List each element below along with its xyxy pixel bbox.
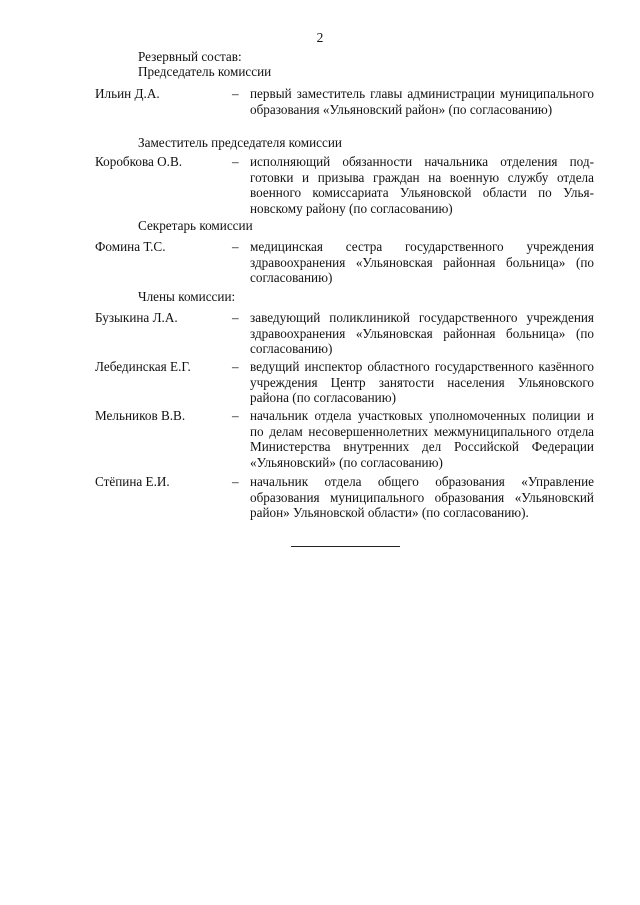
dash-separator: – — [232, 474, 239, 489]
person-name: Фомина Т.С. — [95, 239, 166, 254]
vice-chairman-heading: Заместитель председателя комиссии — [138, 135, 342, 150]
end-divider — [291, 546, 400, 547]
secretary-heading: Секретарь комиссии — [138, 218, 253, 233]
dash-separator: – — [232, 154, 239, 169]
page-number: 2 — [316, 30, 324, 45]
person-name: Стёпина Е.И. — [95, 474, 170, 489]
person-role: заведующий поликлиникой государственного учреждения здравоохранения «Ульяновская районная больница» (по согласованию) — [250, 310, 594, 357]
person-name: Бузыкина Л.А. — [95, 310, 178, 325]
person-name: Коробкова О.В. — [95, 154, 183, 169]
dash-separator: – — [232, 408, 239, 423]
person-name: Ильин Д.А. — [95, 86, 160, 101]
chairman-heading: Председатель комиссии — [138, 64, 272, 79]
members-heading: Члены комиссии: — [138, 289, 236, 304]
person-role: ведущий инспектор областного государственного казённого учреждения Центр занятости населения Ульяновского района (по согласованию) — [250, 359, 594, 406]
dash-separator: – — [232, 239, 239, 254]
person-role: исполняющий обязанности начальника отделения подготовки и призыва граждан на военную службу отдела военного комиссариата Ульяновской области по Ульяновскому району (по согласованию) — [250, 154, 594, 216]
person-role: первый заместитель главы администрации муниципального образования «Ульяновский район» (по согласованию) — [250, 86, 594, 117]
dash-separator: – — [232, 86, 239, 101]
reserve-composition-title: Резервный состав: — [138, 49, 242, 64]
dash-separator: – — [232, 310, 239, 325]
person-name: Лебединская Е.Г. — [95, 359, 191, 374]
person-role: начальник отдела общего образования «Управление образования муниципального образования «Ульяновский район» Ульяновской области» (по согласованию). — [250, 474, 594, 521]
person-role: медицинская сестра государственного учреждения здравоохранения «Ульяновская районная больница» (по согласованию) — [250, 239, 594, 286]
person-name: Мельников В.В. — [95, 408, 186, 423]
dash-separator: – — [232, 359, 239, 374]
person-role: начальник отдела участковых уполномоченных полиции и по делам несовершеннолетних межмуниципального отдела Министерства внутренних дел Российской Федерации «Ульяновский» (по согласованию) — [250, 408, 594, 470]
